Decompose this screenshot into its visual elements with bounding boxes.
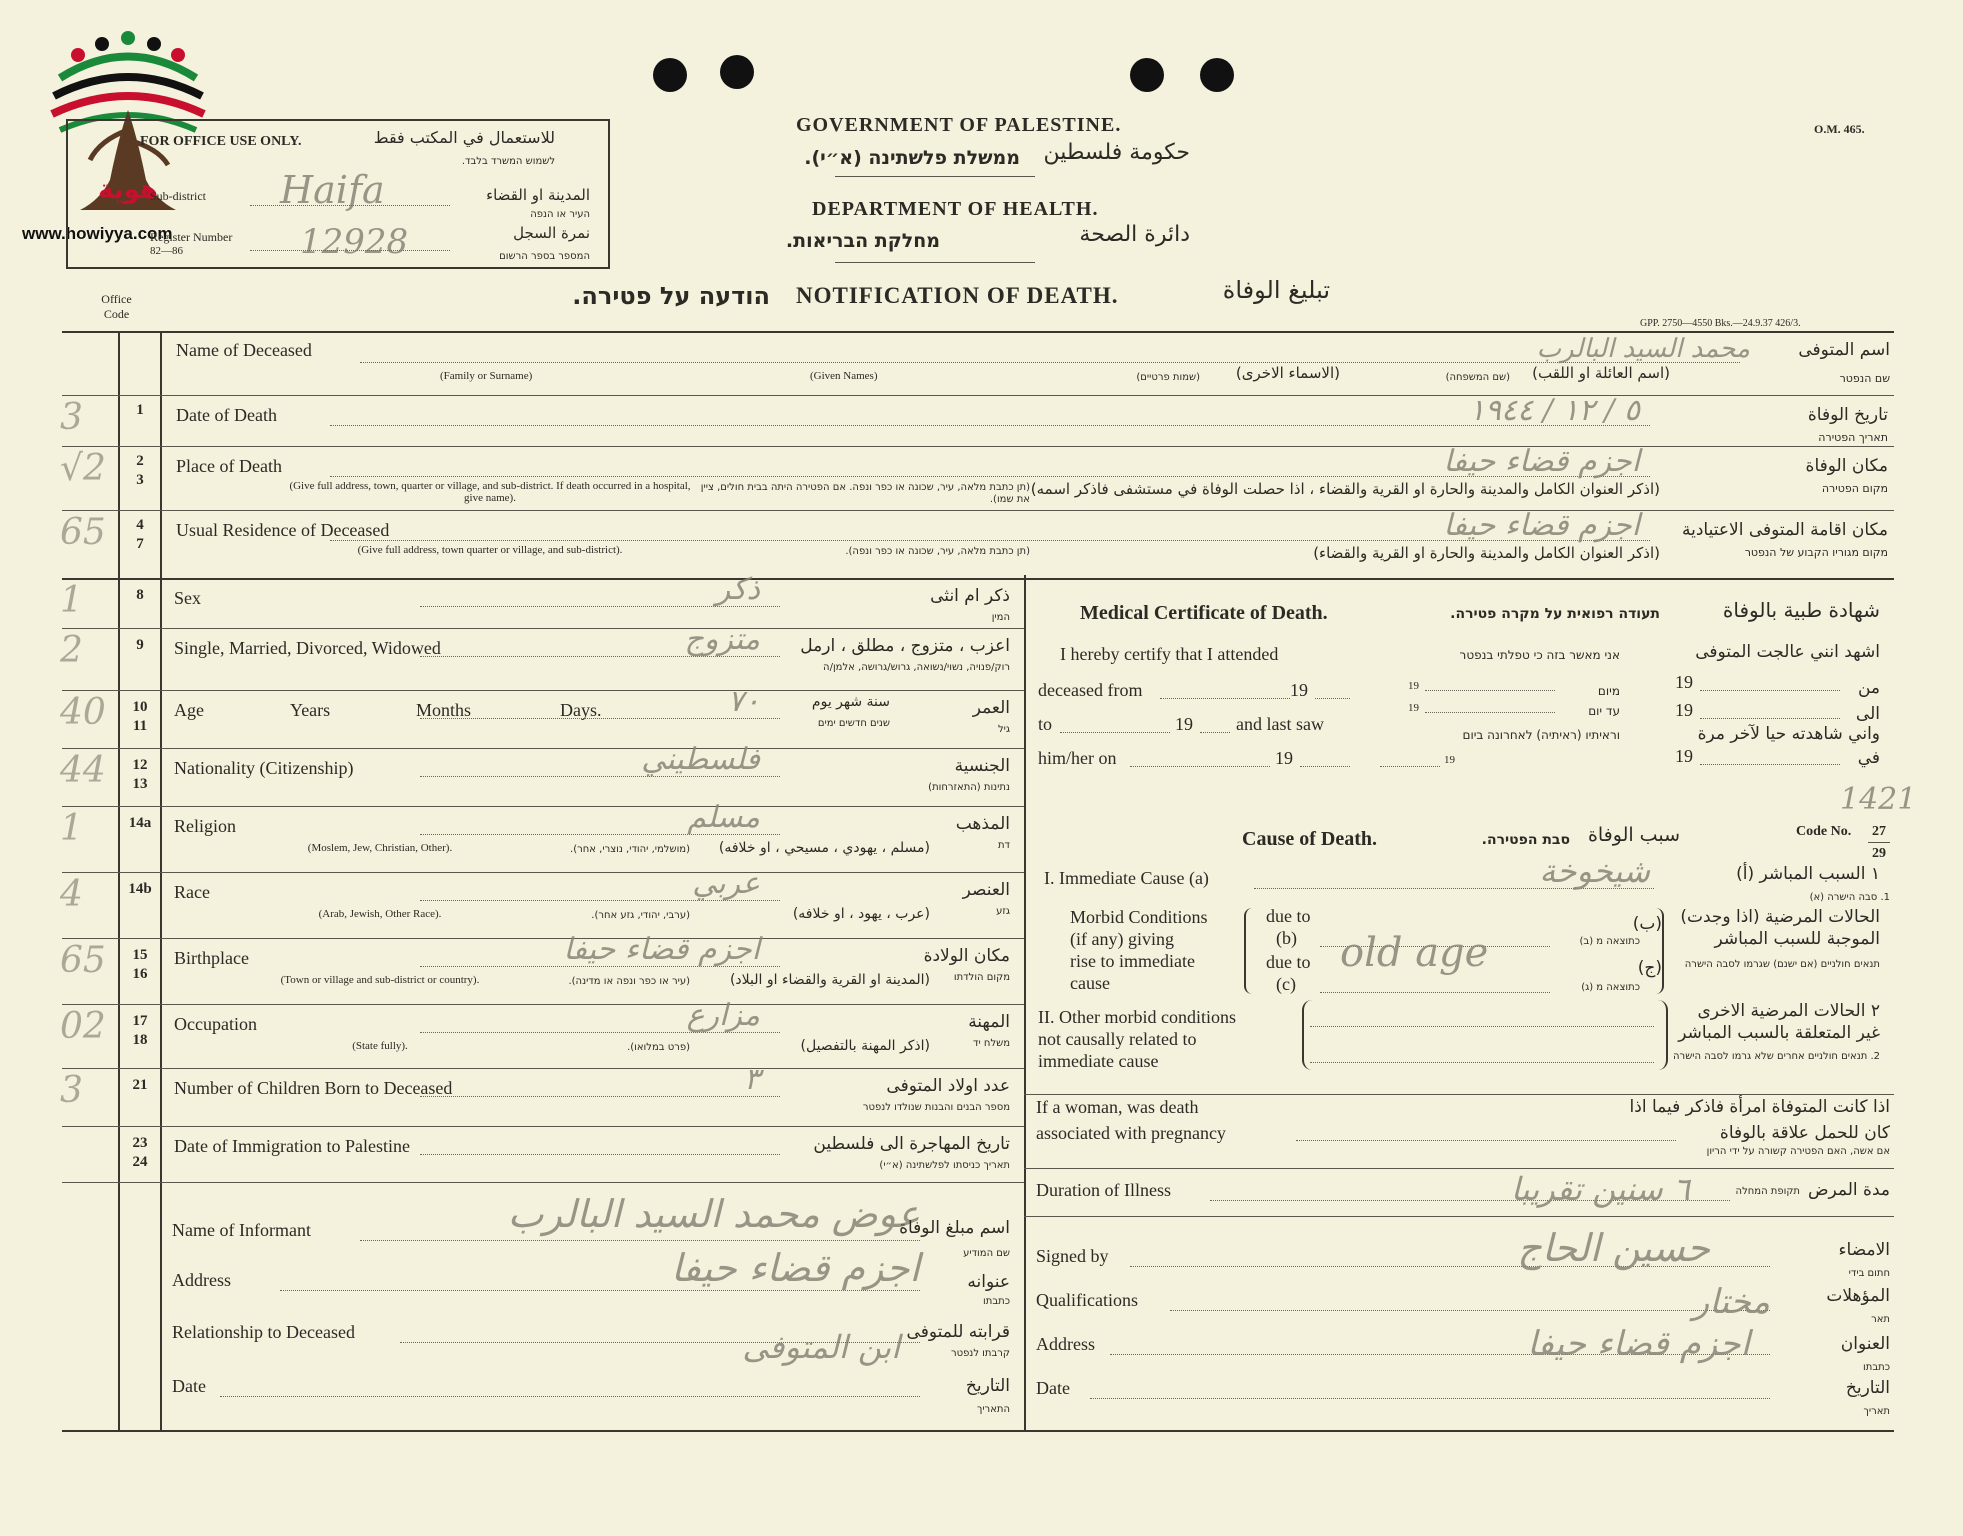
punch-hole xyxy=(653,58,687,92)
informant-address-line xyxy=(280,1290,920,1291)
name-value[interactable]: محمد السيد البالرب xyxy=(1536,334,1750,364)
signer-date-label-ar: التاريخ xyxy=(1845,1378,1890,1398)
row-label-ar: مكان الولادة xyxy=(923,946,1010,966)
signer-date-line xyxy=(1090,1398,1770,1399)
row-label-he: נתינות (התאזרחות) xyxy=(928,782,1010,793)
punch-hole xyxy=(1130,58,1164,92)
informant-name-label-he: שם המודיע xyxy=(963,1248,1010,1259)
office-box-title-ar: للاستعمال في المكتب فقط xyxy=(373,128,555,147)
row-label-en: Sex xyxy=(174,588,201,608)
office-code-margin-note: 02 xyxy=(60,1006,106,1047)
immediate-cause-label-he: 1. סבה הישרה (א) xyxy=(1809,892,1890,903)
gov-title-en: GOVERNMENT OF PALESTINE. xyxy=(796,114,1122,136)
row-line xyxy=(1024,1216,1894,1217)
subdistrict-label-he: העיר או הנפה xyxy=(530,209,590,220)
name-given-en: (Given Names) xyxy=(810,370,878,382)
row-sublabel-he: (עיר או כפר ונפה או מדינה). xyxy=(568,976,690,987)
row-label-he: מקום הולדתו xyxy=(953,972,1010,983)
medical-line3-ar: الى xyxy=(1855,704,1880,724)
row-line xyxy=(62,1068,1024,1069)
punch-hole xyxy=(720,55,754,89)
row-sublabel-ar: (عرب ، يهود ، او خلافه) xyxy=(792,906,930,922)
subdistrict-label-ar: المدينة او القضاء xyxy=(486,186,590,204)
medical-line4-year: 19 xyxy=(1275,748,1293,768)
row-handwritten-value[interactable]: اجزم قضاء حيفا xyxy=(1443,444,1640,479)
row-label-ar: تاريخ الوفاة xyxy=(1807,405,1888,425)
dept-title-ar: دائرة الصحة xyxy=(1079,222,1190,247)
svg-text:هوية: هوية xyxy=(98,175,158,205)
row-sublabel-en: (Give full address, town quarter or village, and sub-district). xyxy=(357,544,623,556)
morbid-brace-right xyxy=(1652,908,1664,994)
row-label-en: Number of Children Born to Deceased xyxy=(174,1078,453,1098)
row-label-ar: مكان اقامة المتوفى الاعتيادية xyxy=(1682,520,1888,540)
medical-line3-ar2: واني شاهدته حيا لآخر مرة xyxy=(1697,724,1880,744)
gov-title-ar: حكومة فلسطين xyxy=(1043,140,1190,165)
row-label-ar: المهنة xyxy=(968,1012,1010,1032)
office-code-margin-note: 44 xyxy=(60,750,106,791)
regnum-line xyxy=(250,250,450,251)
row-line xyxy=(62,1182,1024,1183)
regnum-label-ar: نمرة السجل xyxy=(513,224,590,242)
other-conditions-label-en: II. Other morbid conditions not causally related to immediate cause xyxy=(1038,1007,1236,1071)
row-label-ar: الجنسية xyxy=(954,756,1010,776)
row-line xyxy=(62,938,1024,939)
age-units-he: שנים חדשים ימים xyxy=(817,718,890,729)
office-box-title-he: לשמוש המשרד בלבד. xyxy=(461,156,555,167)
row-sublabel-ar: (المدينة او القرية والقضاء او البلاد) xyxy=(729,972,930,988)
row-label-he: תאריך כניסתו לפלשתינה (א״י) xyxy=(879,1160,1010,1171)
row-label-en: Occupation xyxy=(174,1014,257,1034)
row-label-en: Place of Death xyxy=(176,456,282,476)
office-code-margin-note: 40 xyxy=(60,692,106,733)
office-code-margin-note: 65 xyxy=(60,940,106,981)
notification-title-en: NOTIFICATION OF DEATH. xyxy=(796,283,1119,308)
medical-line3-mid: and last saw xyxy=(1236,714,1324,734)
medical-title-ar: شهادة طبية بالوفاة xyxy=(1722,598,1880,622)
form-code: O.M. 465. xyxy=(1814,122,1865,136)
row-handwritten-value[interactable]: ذكر xyxy=(715,572,760,607)
row-sublabel-en: (Arab, Jewish, Other Race). xyxy=(318,908,442,920)
row-label-he: גזע xyxy=(996,906,1010,917)
other-conditions-box xyxy=(1302,1000,1668,1070)
duration-label-ar: مدة المرض xyxy=(1807,1180,1890,1200)
row-label-he: תאריך הפטירה xyxy=(1818,431,1888,444)
qualifications-label-en: Qualifications xyxy=(1036,1290,1138,1310)
morbid-conditions-label-he: תנאים חולניים (אם ישנם) שגרמו לסבה הישרה xyxy=(1684,959,1880,970)
row-number: 14a xyxy=(128,815,152,831)
row-handwritten-value[interactable]: مزارع xyxy=(686,998,760,1033)
pregnancy-label-he: אם אשה, האם הפטירה קשורה על ידי הריון xyxy=(1706,1146,1890,1157)
row-number: 12 13 xyxy=(132,757,148,792)
row-handwritten-value[interactable]: عربي xyxy=(692,866,760,901)
medical-line3-year: 19 xyxy=(1175,714,1193,734)
medical-line3-dots-d xyxy=(1700,718,1840,719)
notification-title-ar: تبليغ الوفاة xyxy=(1222,276,1330,304)
row-handwritten-value[interactable]: ٣ xyxy=(743,1062,760,1097)
signer-date-label-en: Date xyxy=(1036,1378,1070,1398)
medical-line2-year-ar: 19 xyxy=(1675,672,1693,692)
medical-line4-en: him/her on xyxy=(1038,748,1117,768)
duration-label-he: תקופת המחלה xyxy=(1735,1186,1800,1197)
medical-line2-dots-c xyxy=(1425,690,1555,691)
row-label-en: Nationality (Citizenship) xyxy=(174,758,354,778)
row-sublabel-he: (מושלמי, יהודי, נוצרי, אחר). xyxy=(570,844,690,855)
row-line xyxy=(62,1004,1024,1005)
medical-line3-en: to xyxy=(1038,714,1053,734)
row-label-ar: العنصر xyxy=(962,880,1010,900)
medical-line2-en: deceased from xyxy=(1038,680,1143,700)
office-code-label: Office Code xyxy=(101,292,132,321)
medical-line2-dots-d xyxy=(1700,690,1840,691)
logo-website[interactable]: www.howiyya.com xyxy=(22,224,173,243)
row-number: 23 24 xyxy=(132,1135,148,1170)
morbid-b-ar: (ب) xyxy=(1632,914,1662,934)
signer-date-label-he: תאריך xyxy=(1863,1406,1890,1417)
office-code-margin-note: 1 xyxy=(60,808,83,849)
row-number: 9 xyxy=(136,637,144,653)
row-line xyxy=(62,748,1024,749)
notification-title-he: הודעה על פטירה. xyxy=(572,282,770,310)
age-units-ar: سنة شهر يوم xyxy=(811,694,890,710)
signer-address-label-en: Address xyxy=(1036,1334,1095,1354)
regnum-value: 12928 xyxy=(300,222,409,262)
row-number: 2 3 xyxy=(136,453,144,488)
medical-line4-dots-c xyxy=(1380,766,1440,767)
medical-line2-dots xyxy=(1160,698,1290,699)
row-number: 10 11 xyxy=(132,699,148,734)
informant-relationship-value[interactable]: ابن المتوفى xyxy=(742,1328,900,1366)
row-number: 17 18 xyxy=(132,1013,148,1048)
subdistrict-value: Haifa xyxy=(280,168,385,212)
row-line xyxy=(62,872,1024,873)
medical-line3-he: עד יום xyxy=(1588,704,1620,718)
row-sublabel-he: (פרט במלואו). xyxy=(627,1042,690,1053)
other-line-1 xyxy=(1310,1026,1654,1027)
pregnancy-label-en: If a woman, was death associated with pregnancy xyxy=(1036,1097,1226,1143)
age-days-label: Days. xyxy=(560,700,602,720)
cause-code-top: 27 xyxy=(1872,824,1886,839)
morbid-due-he2: כתוצאה מ (ג) xyxy=(1581,982,1640,993)
row-label-he: מקום הפטירה xyxy=(1821,482,1888,495)
row-label-en: Single, Married, Divorced, Widowed xyxy=(174,638,441,658)
row-label-en: Usual Residence of Deceased xyxy=(176,520,390,540)
row-label-en: Religion xyxy=(174,816,236,836)
medical-line3-dots xyxy=(1060,732,1170,733)
medical-line4-dots xyxy=(1130,766,1270,767)
qualifications-label-ar: المؤهلات xyxy=(1826,1286,1890,1306)
row-number: 8 xyxy=(136,587,144,603)
row-label-en: Birthplace xyxy=(174,948,249,968)
office-code-margin-note: 1 xyxy=(60,580,83,621)
row-sublabel-ar: (مسلم ، يهودي ، مسيحي ، او خلافه) xyxy=(718,840,930,856)
medical-line4-year-mid: 19 xyxy=(1444,754,1455,766)
row-handwritten-value[interactable]: ٧٠ xyxy=(727,684,760,719)
row-label-ar: تاريخ المهاجرة الى فلسطين xyxy=(813,1134,1010,1154)
informant-address-label-ar: عنوانه xyxy=(967,1272,1010,1292)
signed-by-value[interactable]: حسين الحاج xyxy=(1517,1226,1710,1270)
medical-line1-en: I hereby certify that I attended xyxy=(1060,644,1279,664)
signed-by-label-ar: الامضاء xyxy=(1838,1240,1890,1260)
informant-name-label-ar: اسم مبلغ الوفاة xyxy=(899,1218,1010,1238)
row-label-en: Race xyxy=(174,882,210,902)
header-underline-2 xyxy=(835,262,1035,263)
row-sublabel-he: (תן כתבת מלאה, עיר, שכונה או כפר ונפה. אם הפטירה היתה בבית חולים, ציין את שמו). xyxy=(700,482,1030,505)
row-label-he: מקום מגוריו הקבוע של הנפטר xyxy=(1744,546,1888,559)
informant-relationship-label-he: קרבתו לנפטר xyxy=(950,1348,1010,1359)
informant-name-line xyxy=(360,1240,920,1241)
morbid-c-ar: (ج) xyxy=(1637,958,1662,978)
office-code-margin-note: 4 xyxy=(60,874,83,915)
row-label-he: המין xyxy=(991,612,1010,623)
row-sublabel-en: (Give full address, town, quarter or village, and sub-district. If death occurred in a hospital, give name). xyxy=(289,480,691,504)
row-label-he: משלח יד xyxy=(973,1038,1010,1049)
row-handwritten-value[interactable]: فلسطيني xyxy=(641,742,760,777)
row-label-en: Date of Death xyxy=(176,405,277,425)
other-conditions-label-ar: ٢ الحالات المرضية الاخرى غير المتعلقة بالسبب المباشر xyxy=(1678,1001,1880,1043)
medical-line2-he: מיום xyxy=(1597,684,1620,698)
regnum-label-he: המספר בספר הרשום xyxy=(499,251,590,262)
row-fill-line xyxy=(420,1154,780,1155)
pregnancy-label-ar: اذا كانت المتوفاة امرأة فاذكر فيما اذا كان للحمل علاقة بالوفاة xyxy=(1629,1097,1890,1143)
informant-relationship-line xyxy=(400,1342,920,1343)
signed-by-label-he: חתום בידי xyxy=(1848,1268,1890,1279)
row-sublabel-en: (State fully). xyxy=(352,1040,408,1052)
medical-line3-year-mid: 19 xyxy=(1408,702,1419,714)
age-years-label: Years xyxy=(290,700,331,720)
row-line xyxy=(62,1126,1024,1127)
duration-value[interactable]: ٦ سنين تقريبا xyxy=(1510,1170,1690,1208)
header-underline xyxy=(835,176,1035,177)
cause-title-ar: سبب الوفاة xyxy=(1587,824,1680,846)
cause-code-label: Code No. xyxy=(1796,824,1852,839)
medical-line2-year: 19 xyxy=(1290,680,1308,700)
print-ref: GPP. 2750—4550 Bks.—24.9.37 426/3. xyxy=(1640,318,1801,329)
row-sublabel-he: (תן כתבת מלאה, עיר, שכונה או כפר ונפה). xyxy=(845,546,1030,557)
regnum-year-range: 82—86 xyxy=(150,245,183,257)
medical-margin-note: 1421 xyxy=(1840,782,1917,817)
informant-address-value[interactable]: اجزم قضاء حيفا xyxy=(670,1246,920,1290)
row-line xyxy=(62,628,1024,629)
row-handwritten-value[interactable]: اجزم قضاء حيفا xyxy=(563,932,760,967)
informant-date-label-he: התאריך xyxy=(976,1404,1010,1415)
row-sublabel-ar: (اذكر العنوان الكامل والمدينة والحارة او القرية والقضاء) xyxy=(1313,544,1660,562)
office-code-margin-note: 2 xyxy=(60,630,83,671)
row-number: 21 xyxy=(132,1077,148,1093)
row-label-he: מספר הבנים והבנות שנולדו לנפטר xyxy=(862,1102,1010,1113)
row-handwritten-value[interactable]: مسلم xyxy=(687,800,760,835)
row-handwritten-value[interactable]: متزوج xyxy=(684,622,760,657)
age-months-label: Months xyxy=(416,700,472,720)
immediate-cause-label-en: I. Immediate Cause (a) xyxy=(1044,868,1209,888)
office-code-margin-note: 3 xyxy=(60,1070,83,1111)
medical-line4-dots-b xyxy=(1300,766,1350,767)
row-sublabel-ar: (اذكر المهنة بالتفصيل) xyxy=(800,1038,930,1054)
name-label-ar: اسم المتوفى xyxy=(1798,340,1890,360)
office-box-title-en: FOR OFFICE USE ONLY. xyxy=(140,134,302,149)
informant-date-label-ar: التاريخ xyxy=(965,1376,1010,1396)
row-handwritten-value[interactable]: اجزم قضاء حيفا xyxy=(1443,508,1640,543)
medical-line4-ar: في xyxy=(1857,748,1880,768)
other-line-2 xyxy=(1310,1062,1654,1063)
name-given-ar: (الاسماء الاخرى) xyxy=(1235,364,1340,382)
medical-line4-year-ar: 19 xyxy=(1675,746,1693,766)
morbid-due-he: כתוצאה מ (ב) xyxy=(1579,936,1640,947)
informant-relationship-label-ar: قرابته للمتوفى xyxy=(906,1322,1010,1342)
name-label-he: שם הנפטר xyxy=(1839,372,1890,385)
row-label-ar: ذكر ام انثى xyxy=(930,586,1010,606)
qualifications-label-he: תאר xyxy=(1871,1314,1890,1325)
row-number: 15 16 xyxy=(132,947,148,982)
immediate-cause-label-ar: ١ السبب المباشر (أ) xyxy=(1736,864,1880,884)
informant-address-label-he: כתבתו xyxy=(983,1296,1010,1307)
informant-relationship-label-en: Relationship to Deceased xyxy=(172,1322,355,1342)
row-sublabel-he: (ערבי, יהודי, גזע אחר). xyxy=(591,910,690,921)
punch-hole xyxy=(1200,58,1234,92)
name-given-he: (שמות פרטיים) xyxy=(1136,372,1200,383)
row-handwritten-value[interactable]: ٥ / ١٢ / ١٩٤٤ xyxy=(1468,393,1640,428)
signer-address-label-he: כתבתו xyxy=(1863,1362,1890,1373)
row-sublabel-en: (Town or village and sub-district or country). xyxy=(280,974,480,986)
morbid-c-line xyxy=(1320,992,1550,993)
medical-title-he: תעודה רפואית על מקרה פטירה. xyxy=(1450,606,1660,622)
cause-code-bottom: 29 xyxy=(1872,846,1886,861)
morbid-c-label: (c) xyxy=(1276,974,1296,994)
subdistrict-line xyxy=(250,205,450,206)
office-code-margin-note: 3 xyxy=(60,397,83,438)
row-number: 4 7 xyxy=(136,517,144,552)
medical-line1-he: אני מאשר בזה כי טפלתי בנפטר xyxy=(1459,648,1620,662)
row-label-ar: عدد اولاد المتوفى xyxy=(886,1076,1010,1096)
morbid-conditions-label-ar: الحالات المرضية (اذا وجدت) الموجبة للسبب المباشر xyxy=(1680,907,1880,949)
row-line xyxy=(62,690,1024,691)
table-top-border xyxy=(62,331,1894,333)
row-line xyxy=(62,806,1024,807)
row-label-en: Age xyxy=(174,700,204,720)
office-code-margin-note: 65 xyxy=(60,512,106,553)
signer-address-value[interactable]: اجزم قضاء حيفا xyxy=(1527,1324,1750,1364)
section-divider xyxy=(1024,575,1026,1431)
row-line xyxy=(1024,1168,1894,1169)
name-family-ar: (اسم العائلة او اللقب) xyxy=(1532,364,1670,382)
morbid-b-label: (b) xyxy=(1276,928,1297,948)
row-label-ar: اعزب ، متزوج ، مطلق ، ارمل xyxy=(800,636,1010,656)
morbid-conditions-label-en: Morbid Conditions (if any) giving rise to immediate cause xyxy=(1070,907,1208,993)
qualifications-value[interactable]: مختار xyxy=(1692,1282,1770,1322)
dept-title-en: DEPARTMENT OF HEALTH. xyxy=(812,198,1099,220)
morbid-due-to-b: due to xyxy=(1266,906,1311,926)
regnum-label-en: Register Number xyxy=(150,230,233,244)
row-label-he: גיל xyxy=(997,724,1010,735)
medical-line2-ar: من xyxy=(1857,678,1880,698)
other-conditions-label-he: 2. תנאים חולניים אחרים שלא גרמו לסבה הישרה xyxy=(1673,1051,1880,1062)
row-sublabel-en: (Moslem, Jew, Christian, Other). xyxy=(307,842,453,854)
name-label-en: Name of Deceased xyxy=(176,340,312,360)
subdistrict-label-en: Sub-district xyxy=(150,189,206,203)
informant-address-label-en: Address xyxy=(172,1270,231,1290)
row-label-ar: مكان الوفاة xyxy=(1805,456,1888,476)
cause-code-fraction xyxy=(1868,842,1890,843)
medical-line3-year-ar: 19 xyxy=(1675,700,1693,720)
medical-title-en: Medical Certificate of Death. xyxy=(1080,602,1328,624)
dept-title-he: מחלקת הבריאות. xyxy=(785,230,940,252)
medical-line1-ar: اشهد انني عالجت المتوفى xyxy=(1695,642,1880,662)
morbid-conditions-value[interactable]: old age xyxy=(1340,930,1489,976)
medical-line2-dots-b xyxy=(1315,698,1350,699)
morbid-brace xyxy=(1244,908,1256,994)
number-column-border xyxy=(160,331,162,1431)
informant-name-value[interactable]: عوض محمد السيد البالرب xyxy=(507,1192,920,1236)
medical-line3-he2: וראיתיו (ראיתיה) לאחרונה ביום xyxy=(1462,728,1620,742)
informant-date-line xyxy=(220,1396,920,1397)
table-bottom-border xyxy=(62,1430,1894,1432)
morbid-due-to-c: due to xyxy=(1266,952,1311,972)
gov-title-he: ממשלת פלשתינה (א״י). xyxy=(804,147,1020,169)
medical-line4-dots-d xyxy=(1700,764,1840,765)
row-label-ar: المذهب xyxy=(955,814,1010,834)
row-label-he: דת xyxy=(997,840,1010,851)
duration-label-en: Duration of Illness xyxy=(1036,1180,1171,1200)
row-label-en: Date of Immigration to Palestine xyxy=(174,1136,410,1156)
cause-title-en: Cause of Death. xyxy=(1242,828,1377,850)
row-number: 1 xyxy=(136,402,144,418)
row-sublabel-ar: (اذكر العنوان الكامل والمدينة والحارة او القرية والقضاء ، اذا حصلت الوفاة في مستشفى فاذكر اسمه) xyxy=(1030,480,1660,498)
cause-title-he: סבת הפטירה. xyxy=(1481,832,1570,848)
row-line xyxy=(62,578,1894,580)
immediate-cause-value[interactable]: شيخوخة xyxy=(1539,852,1650,890)
medical-line2-year-mid: 19 xyxy=(1408,680,1419,692)
informant-name-label-en: Name of Informant xyxy=(172,1220,311,1240)
row-number: 14b xyxy=(128,881,152,897)
name-family-en: (Family or Surname) xyxy=(440,370,533,382)
medical-line3-dots-c xyxy=(1425,712,1555,713)
row-label-ar: العمر xyxy=(972,698,1010,718)
signed-by-label-en: Signed by xyxy=(1036,1246,1109,1266)
name-family-he: (שם המשפחה) xyxy=(1445,372,1510,383)
signer-address-label-ar: العنوان xyxy=(1840,1334,1890,1354)
medical-line3-dots-b xyxy=(1200,732,1230,733)
office-code-margin-note: √2 xyxy=(60,448,106,489)
row-label-he: רוק/פנויה, נשוי/נשואה, גרוש/גרושה, אלמן/ה xyxy=(823,662,1010,673)
informant-date-label-en: Date xyxy=(172,1376,206,1396)
